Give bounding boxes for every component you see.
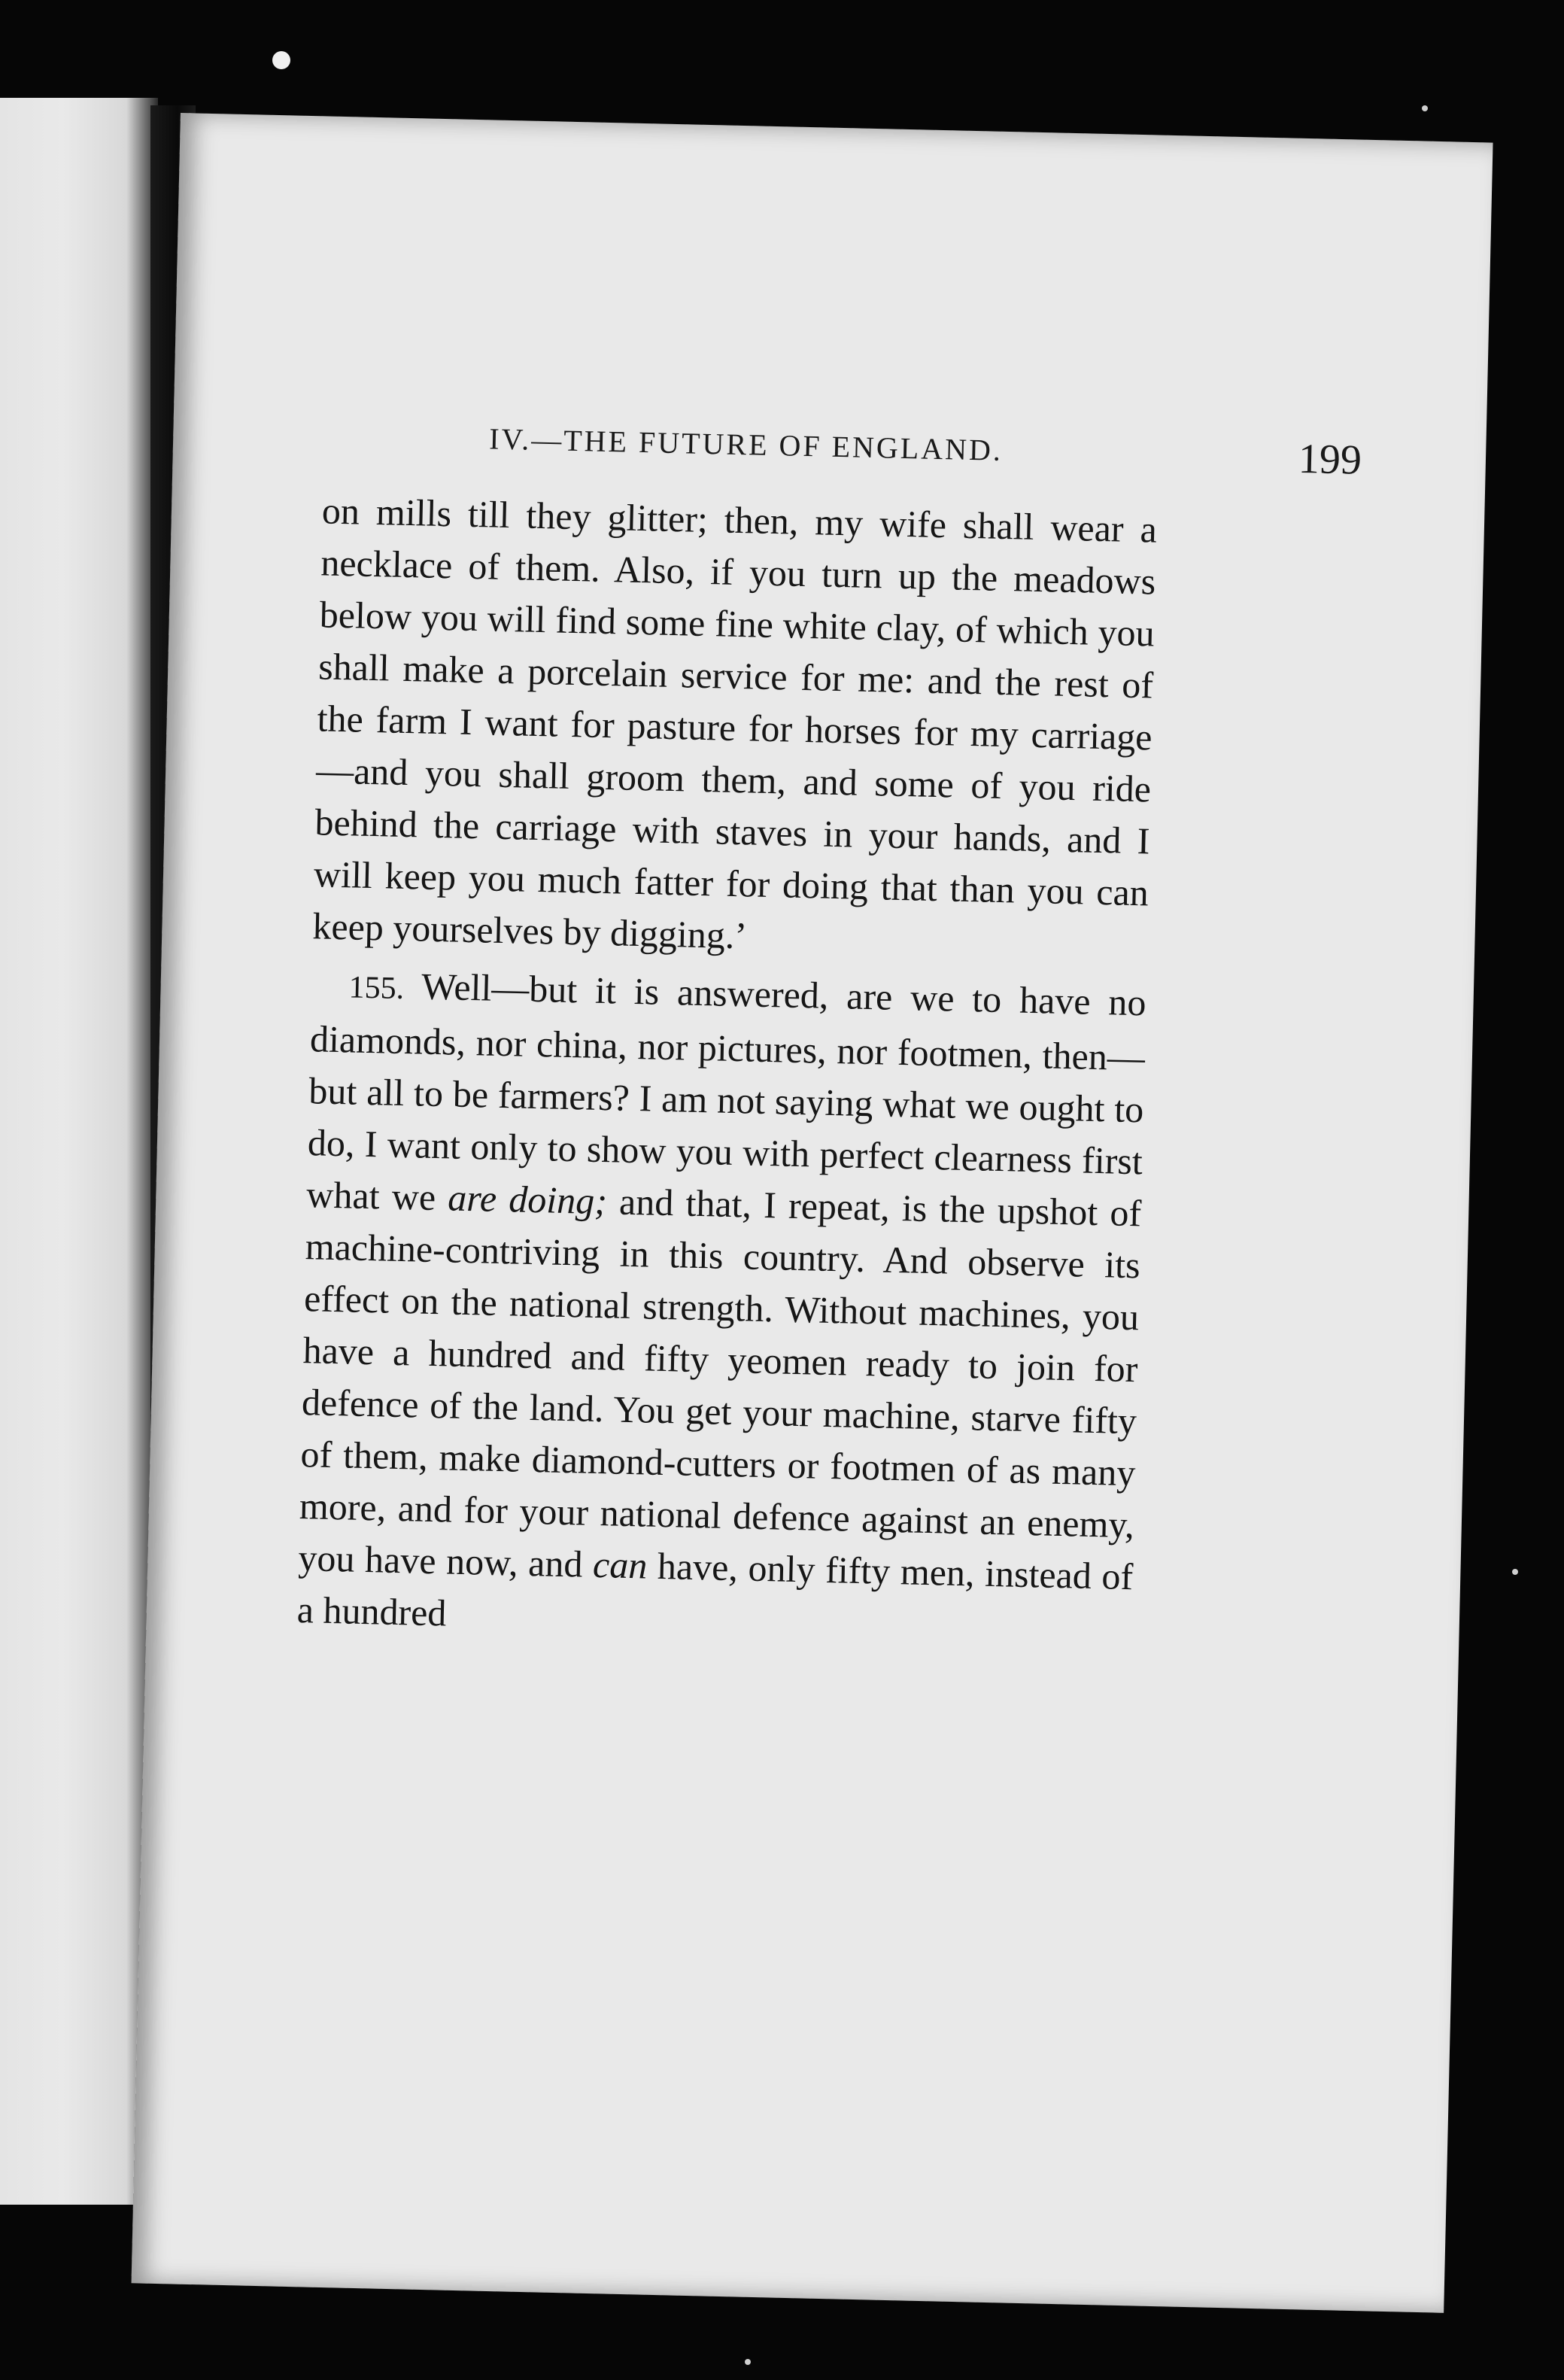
paragraph: [296, 958, 1146, 1655]
scan-speck: [1422, 105, 1428, 111]
text-segment: on mills till they glitter; then, my wife shall wear a necklace of them. Also, if you turn up the meadows below you will find some fine white clay, of which you shall make a porcelain service for me: and the rest of the farm I want for pasture for horses for my carriage—and you shall groom them, and some of you ride behind the carriage with staves in your hands, and I will keep you much fatter for doing that than you can keep yourselves by digging.’: [311, 489, 1158, 957]
text-segment: Well—but it is answered, are we to have no diamonds, nor china, nor pictures, nor footmen, then—but all to be farmers? I am not saying what we ought to do, I want only to show you with perfect clearness first what we: [305, 965, 1147, 1219]
scan-speck: [745, 2359, 751, 2365]
scan-speck: [1512, 1569, 1518, 1575]
text-segment: have, only fifty men, instead of a hundred: [296, 1544, 1134, 1634]
running-header: [488, 421, 1362, 484]
page-number: 199: [1298, 435, 1362, 484]
text-segment: and that, I repeat, is the upshot of machine-contriving in this country. And observe its effect on the national strength. Without machines, you have a hundred and fifty yeomen ready to join for defence of the land. You get your machine, starve fifty of them, make diamond-cutters or footmen of as many more, and for your national defence against an enemy, you have now, and: [297, 1180, 1142, 1585]
scan-dust-spot: [272, 51, 290, 69]
book-page: [132, 113, 1493, 2313]
italic-text-segment: can: [592, 1543, 648, 1587]
running-title: IV.—THE FUTURE OF ENGLAND.: [488, 421, 1004, 467]
facing-page-edge: [0, 98, 158, 2205]
body-text: [296, 485, 1158, 1661]
paragraph-number: 155.: [348, 970, 405, 1007]
paragraph: [312, 485, 1158, 971]
italic-text-segment: are doing;: [447, 1176, 608, 1223]
